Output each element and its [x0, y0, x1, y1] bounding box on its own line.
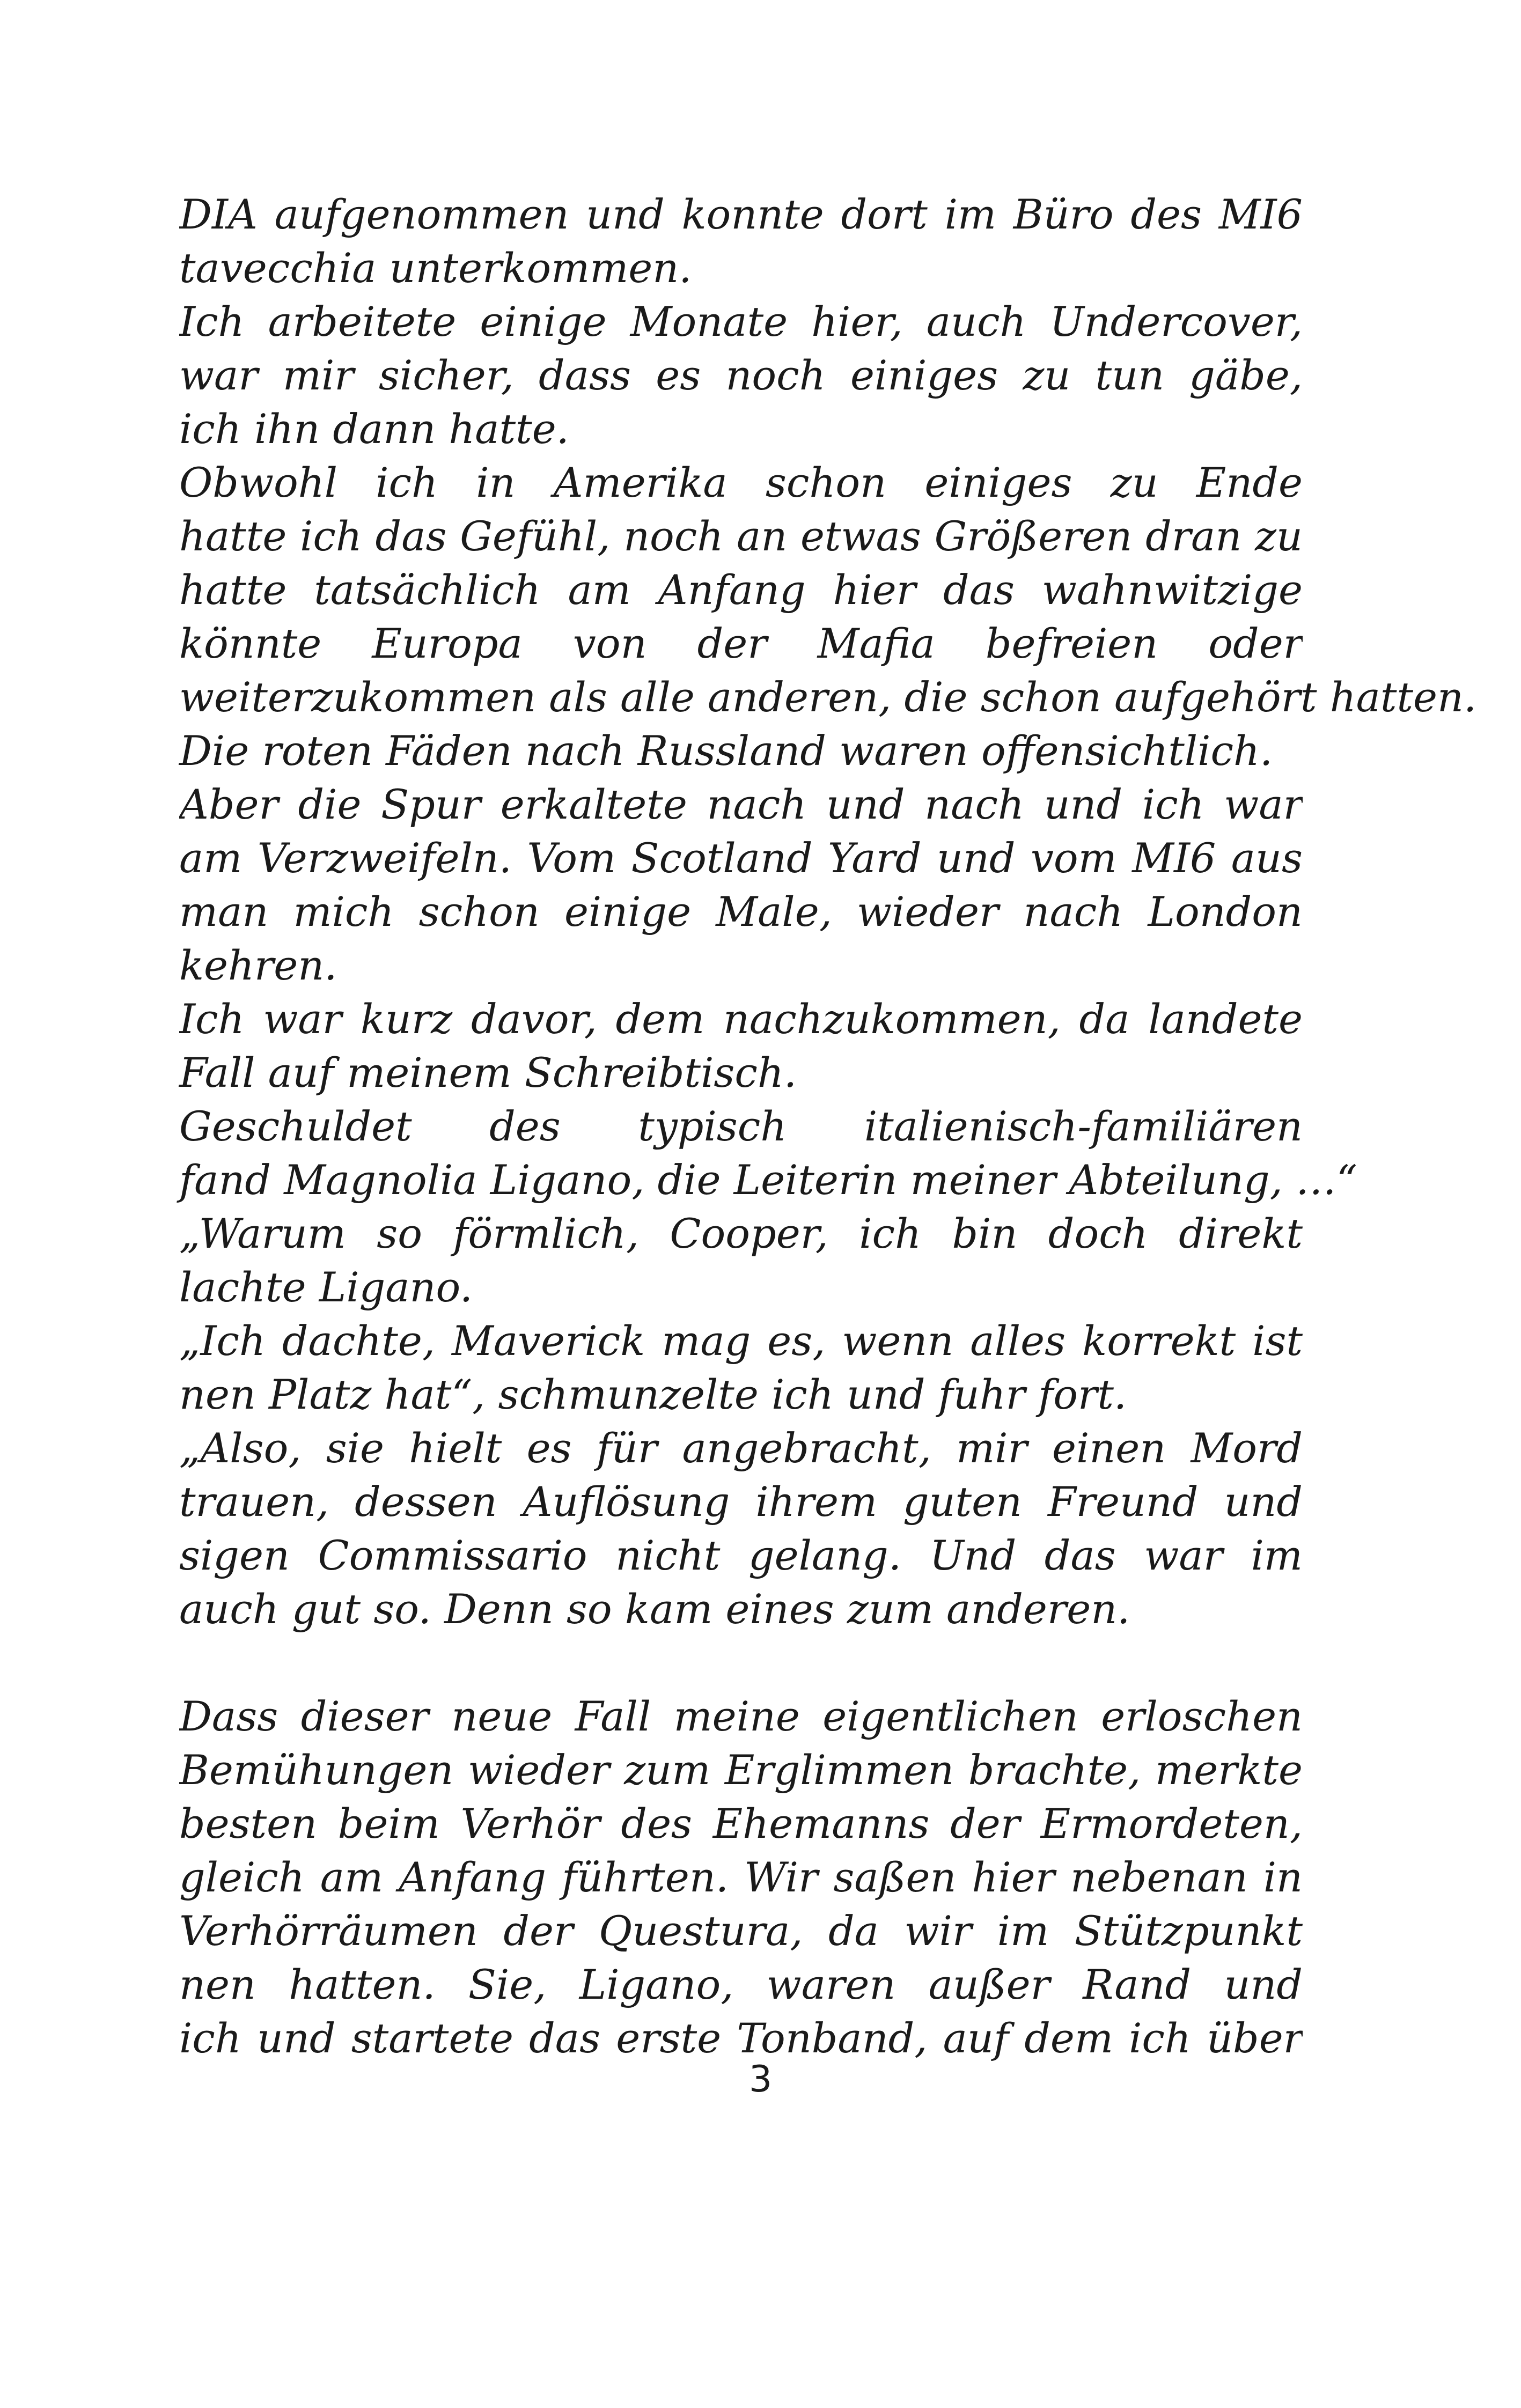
paragraph-gap	[179, 1636, 1303, 1690]
text-line: Dass dieser neue Fall meine eigentlichen erloschen	[179, 1692, 1303, 1740]
text-line: trauen, dessen Auflösung ihrem guten Freund und	[179, 1478, 1303, 1526]
text-line: Ich war kurz davor, dem nachzukommen, da landete	[179, 995, 1303, 1043]
text-line: kehren.	[179, 941, 337, 989]
text-line: Geschuldet des typisch italienisch-familiären	[179, 1102, 1303, 1150]
text-line: „Also, sie hielt es für angebracht, mir einen Mord	[179, 1424, 1303, 1472]
text-line: hatte ich das Gefühl, noch an etwas Größeren dran zu	[179, 512, 1303, 560]
page-number: 3	[748, 2058, 773, 2101]
text-line: am Verzweifeln. Vom Scotland Yard und vom MI6 aus	[179, 834, 1303, 882]
text-line: Fall auf meinem Schreibtisch.	[179, 1049, 797, 1096]
text-line: Ich arbeitete einige Monate hier, auch Undercover,	[179, 298, 1303, 345]
text-line: hatte tatsächlich am Anfang hier das wahnwitzige	[179, 566, 1303, 614]
text-line: Bemühungen wieder zum Erglimmen brachte, merkte	[179, 1746, 1303, 1794]
text-line: auch gut so. Denn so kam eines zum anderen.	[179, 1585, 1130, 1633]
text-line: könnte Europa von der Mafia befreien oder	[179, 620, 1303, 667]
body-text	[179, 188, 1477, 2065]
text-line: lachte Ligano.	[179, 1263, 473, 1311]
text-line: „Warum so förmlich, Cooper, ich bin doch direkt	[179, 1210, 1303, 1257]
text-line: Verhörräumen der Questura, da wir im Stützpunkt	[179, 1907, 1303, 1955]
text-line: DIA aufgenommen und konnte dort im Büro des MI6	[179, 190, 1303, 238]
text-line: fand Magnolia Ligano, die Leiterin meiner Abteilung, …“	[179, 1156, 1357, 1204]
text-line: besten beim Verhör des Ehemanns der Ermordeten,	[179, 1800, 1303, 1847]
text-line: „Ich dachte, Maverick mag es, wenn alles korrekt ist	[179, 1317, 1303, 1365]
text-line: weiterzukommen als alle anderen, die schon aufgehört hatten.	[179, 673, 1477, 721]
text-line: ich ihn dann hatte.	[179, 405, 569, 453]
text-line: war mir sicher, dass es noch einiges zu tun gäbe,	[179, 351, 1303, 399]
text-line: gleich am Anfang führten. Wir saßen hier nebenan in	[179, 1853, 1303, 1901]
text-line: nen Platz hat“, schmunzelte ich und fuhr fort.	[179, 1371, 1127, 1418]
text-line: Aber die Spur erkaltete nach und nach und ich war	[179, 780, 1303, 828]
text-line: Die roten Fäden nach Russland waren offensichtlich.	[179, 727, 1273, 775]
text-line: Obwohl ich in Amerika schon einiges zu Ende	[179, 459, 1303, 506]
text-line: tavecchia unterkommen.	[179, 244, 692, 292]
text-line: ich und startete das erste Tonband, auf dem ich über	[179, 2014, 1303, 2062]
text-line: sigen Commissario nicht gelang. Und das war im	[179, 1531, 1303, 1579]
text-line: nen hatten. Sie, Ligano, waren außer Rand und	[179, 1961, 1303, 2008]
text-line: man mich schon einige Male, wieder nach London	[179, 888, 1303, 936]
